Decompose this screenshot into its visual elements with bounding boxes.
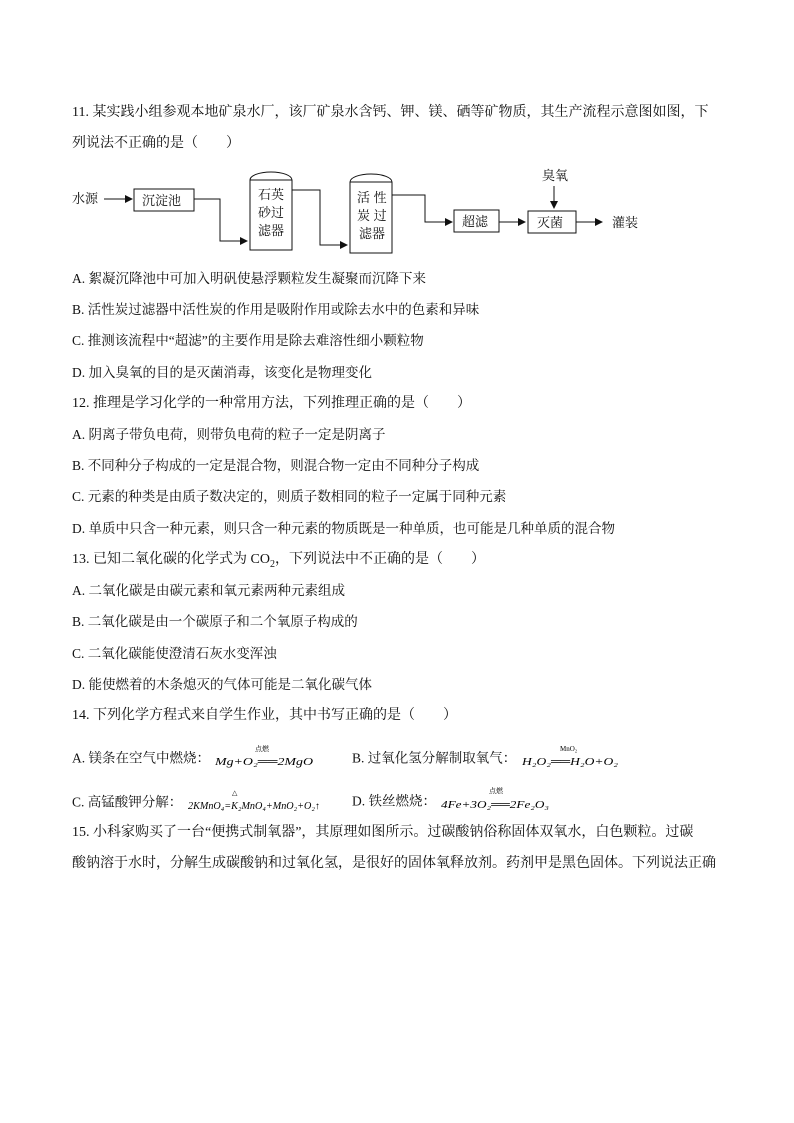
q14-option-a-equation [215, 742, 315, 777]
q14-option-a-label: A. 镁条在空气中燃烧： [72, 750, 210, 766]
q12-option-b: B. 不同种分子构成的一定是混合物，则混合物一定由不同种分子构成 [72, 458, 480, 473]
flow-arrow-2 [194, 199, 247, 241]
carbon-filter-label-3: 滤器 [359, 226, 386, 241]
q14-option-c-label: C. 高锰酸钾分解： [72, 794, 183, 810]
q14-option-d-label: D. 铁丝燃烧： [352, 793, 436, 809]
quartz-filter-label-3: 滤器 [258, 223, 285, 238]
q13-option-a: A. 二氧化碳是由碳元素和氧元素两种元素组成 [72, 583, 345, 598]
ozone-label: 臭氧 [542, 168, 569, 183]
flow-arrow-4 [392, 195, 452, 222]
carbon-filter-label-1: 活 性 [357, 190, 387, 205]
q11-option-b: B. 活性炭过滤器中活性炭的作用是吸附作用或除去水中的色素和异味 [72, 302, 480, 317]
q13-option-d: D. 能使燃着的木条熄灭的气体可能是二氧化碳气体 [72, 677, 372, 692]
flow-arrow-3 [292, 190, 347, 245]
q14-c-formula: 2KMnO₄=K₂MnO₄+MnO₂+O₂↑ [187, 801, 320, 812]
q14-option-b [352, 742, 622, 777]
q12-stem: 12. 推理是学习化学的一种常用方法，下列推理正确的是（ ） [72, 396, 471, 411]
q11-option-d: D. 加入臭氧的目的是灭菌消毒，该变化是物理变化 [72, 365, 372, 380]
sedimentation-tank-label: 沉淀池 [142, 193, 182, 208]
quartz-filter-label-2: 砂过 [258, 205, 285, 220]
q14-stem: 14. 下列化学方程式来自学生作业，其中书写正确的是（ ） [72, 708, 457, 723]
q14-a-condition: 点燃 [255, 745, 270, 753]
q14-option-b-label: B. 过氧化氢分解制取氧气： [352, 750, 517, 766]
q12-option-c: C. 元素的种类是由质子数决定的，则质子数相同的粒子一定属于同种元素 [72, 489, 507, 504]
q14-option-d [352, 784, 553, 821]
q13-stem-subscript: 2 [269, 558, 275, 570]
flow-source-label: 水源 [72, 191, 99, 206]
q14-a-formula: Mg+O₂══2MgO [215, 756, 314, 768]
filling-label: 灌装 [612, 215, 639, 230]
q14-option-b-equation [522, 742, 622, 777]
q15-stem-line1: 15. 小科家购买了一台“便携式制氧器”，其原理如图所示。过碳酸钠俗称固体双氧水，白色颗粒。过碳 [72, 825, 694, 840]
q14-option-c [72, 786, 323, 821]
q11-option-c: C. 推测该流程中“超滤”的主要作用是除去难溶性细小颗粒物 [72, 333, 424, 348]
q14-d-formula: 4Fe+3O₂══2Fe₂O₃ [441, 799, 550, 811]
quartz-filter-label-1: 石英 [258, 187, 285, 202]
ultrafiltration-label: 超滤 [462, 214, 489, 229]
q13-stem-pre: 13. 已知二氧化碳的化学式为 CO [72, 552, 270, 567]
q14-option-c-equation [188, 786, 323, 821]
q11-stem-line2: 列说法不正确的是（ ） [72, 136, 240, 151]
q14-option-a [72, 742, 315, 777]
q13-stem [72, 551, 485, 574]
q14-b-condition: MnO₂ [559, 745, 577, 753]
q11-stem-line1: 11. 某实践小组参观本地矿泉水厂，该厂矿泉水含钙、钾、镁、硒等矿物质，其生产流程示意图如图，下 [72, 105, 709, 120]
q14-d-condition: 点燃 [489, 787, 504, 795]
q14-option-d-equation [441, 784, 553, 821]
sterilization-label: 灭菌 [537, 215, 564, 230]
q14-b-formula: H₂O₂══H₂O+O₂ [521, 756, 618, 768]
q13-option-c: C. 二氧化碳能使澄清石灰水变浑浊 [72, 646, 277, 661]
q13-stem-post: ，下列说法中不正确的是（ ） [274, 552, 485, 567]
q11-option-a: A. 絮凝沉降池中可加入明矾使悬浮颗粒发生凝聚而沉降下来 [72, 271, 426, 286]
process-flow-diagram [70, 160, 670, 260]
q14-c-condition: △ [231, 789, 238, 797]
carbon-filter-label-2: 炭 过 [357, 208, 387, 223]
q13-option-b: B. 二氧化碳是由一个碳原子和二个氧原子构成的 [72, 614, 358, 629]
q12-option-d: D. 单质中只含一种元素，则只含一种元素的物质既是一种单质，也可能是几种单质的混合物 [72, 521, 615, 536]
q12-option-a: A. 阴离子带负电荷，则带负电荷的粒子一定是阴离子 [72, 427, 386, 442]
q15-stem-line2: 酸钠溶于水时，分解生成碳酸钠和过氧化氢，是很好的固体氧释放剂。药剂甲是黑色固体。下列说法正确 [72, 856, 716, 871]
